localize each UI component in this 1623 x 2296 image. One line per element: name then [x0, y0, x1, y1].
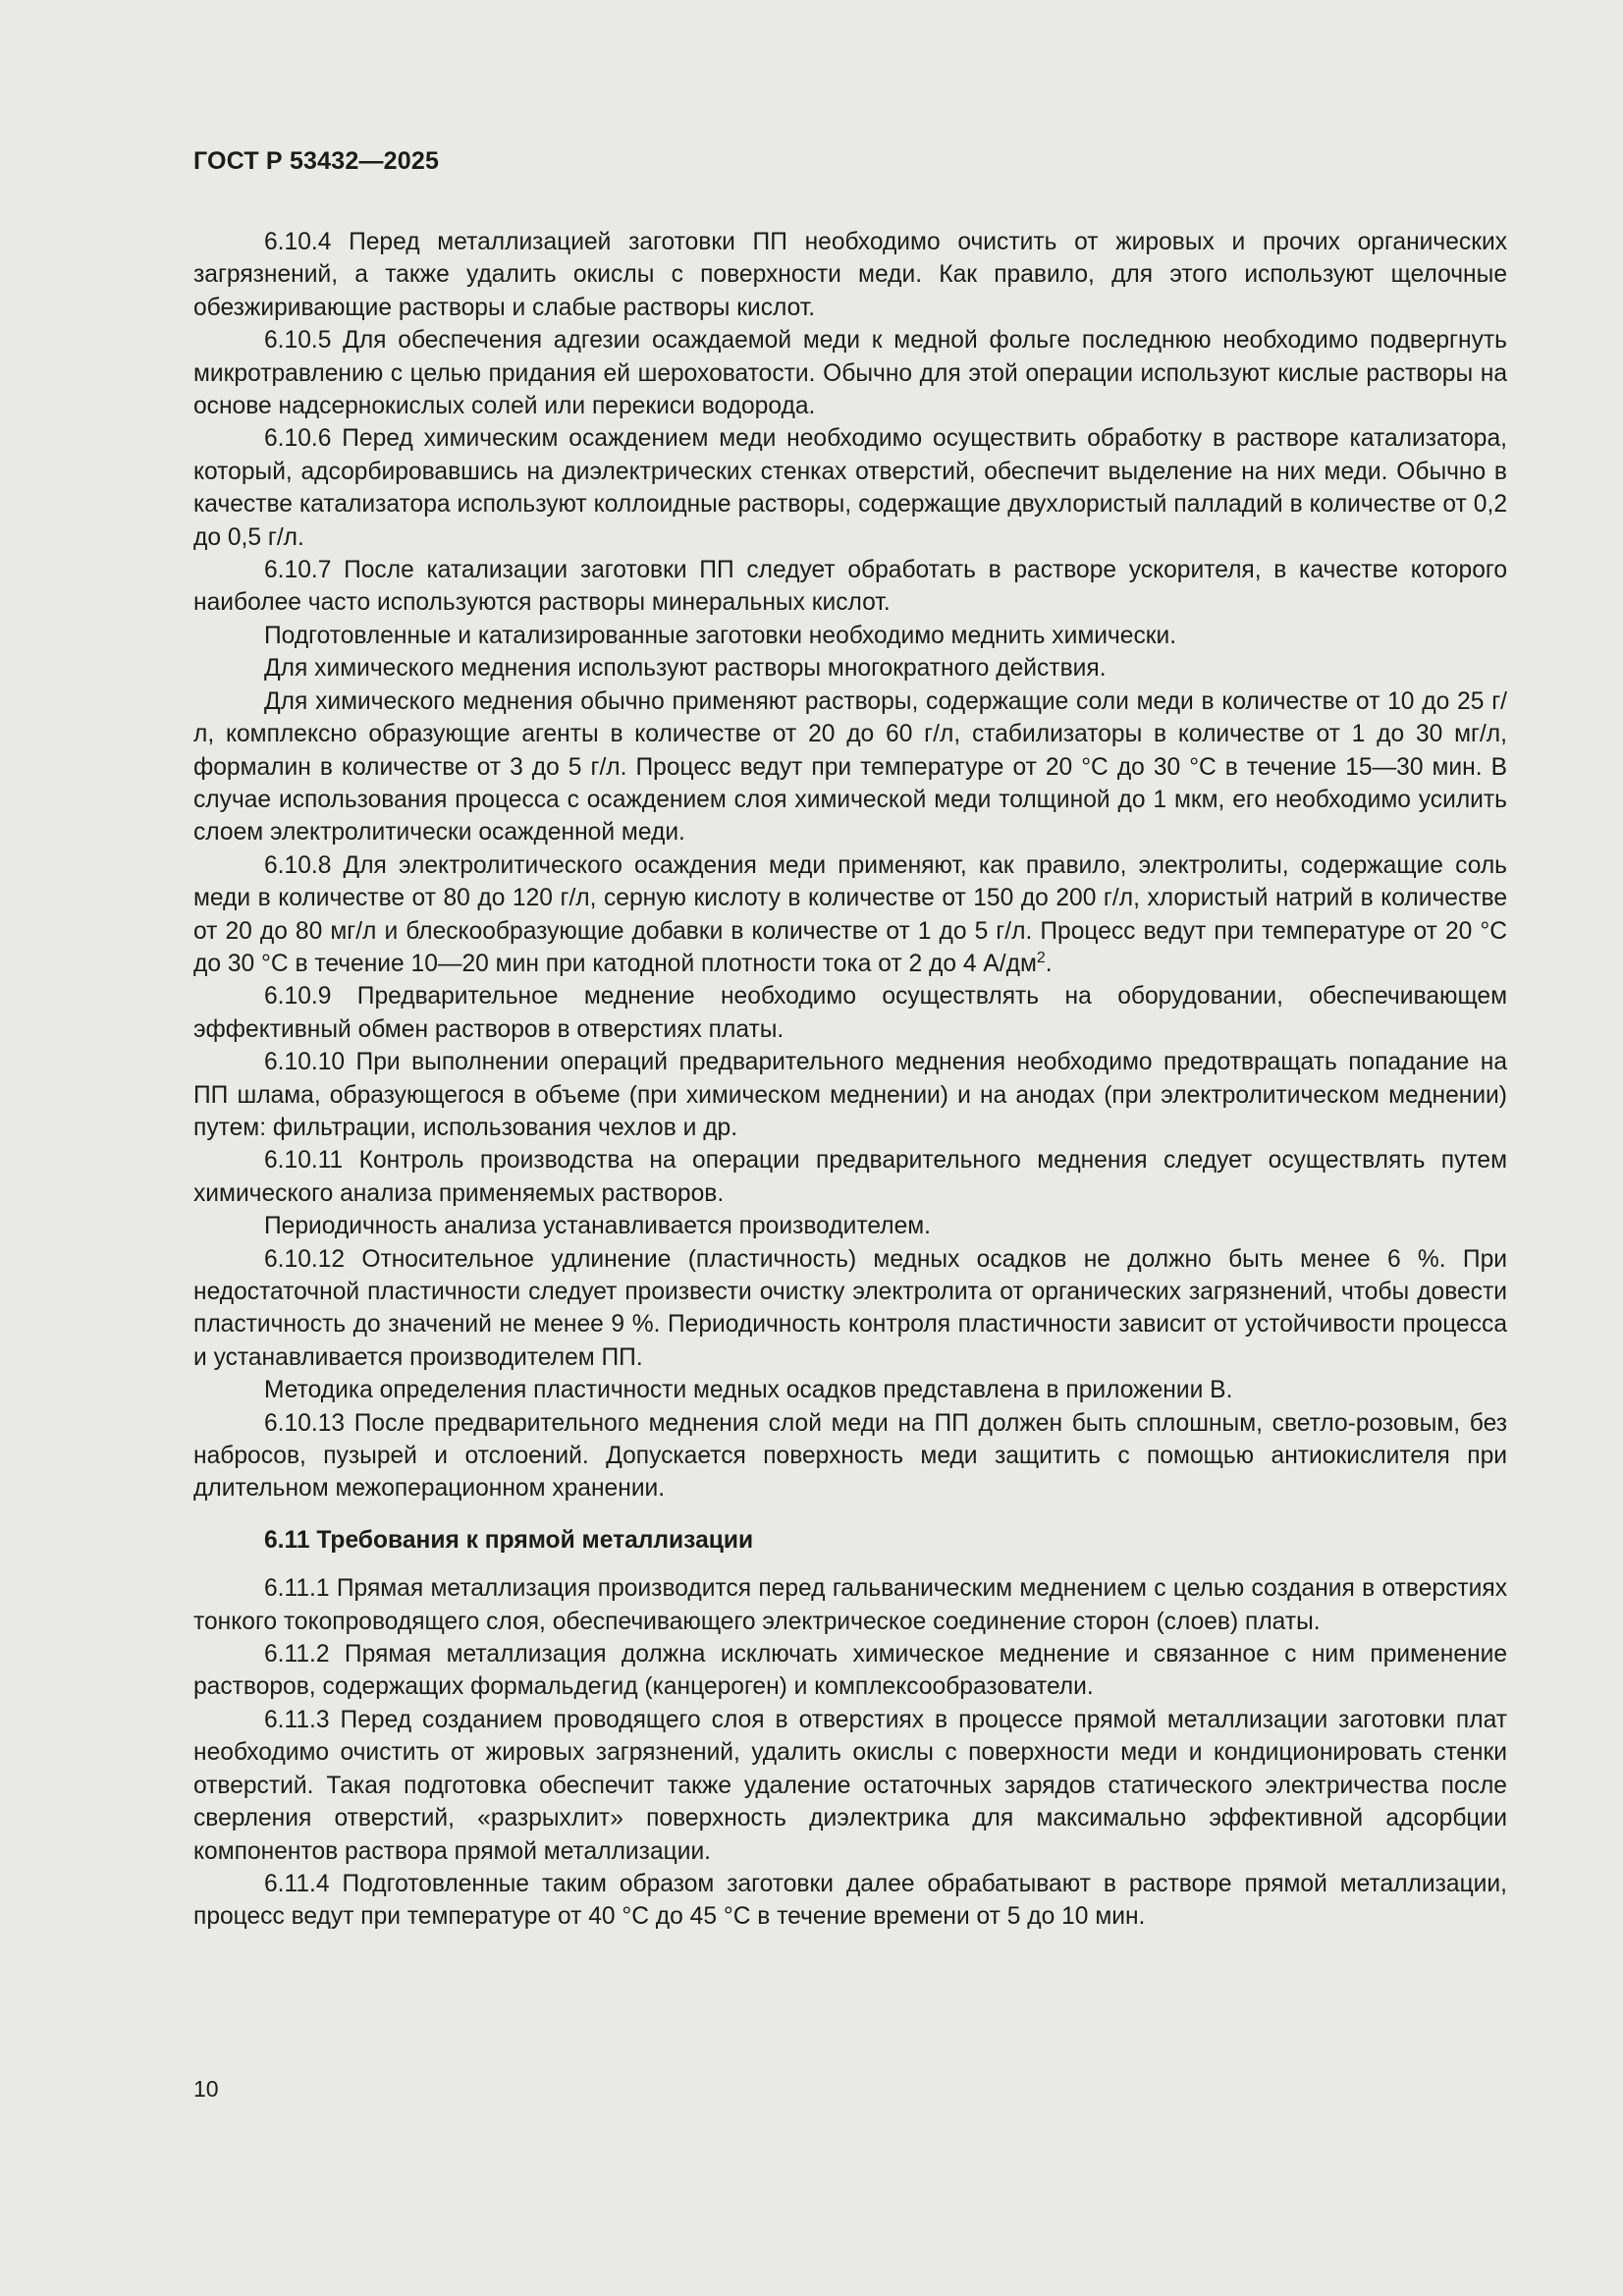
- paragraph-6-10-13: 6.10.13 После предварительного меднения слой меди на ПП должен быть сплошным, светло-розовым, без набросов, пузырей и отслоений. Допускается поверхность меди защитить с помощью антиокислителя при длительном межоперационном хранении.: [193, 1409, 1507, 1503]
- paragraph-method-reference: Методика определения пластичности медных осадков представлена в приложении В.: [264, 1377, 1233, 1404]
- paragraph-6-10-4: 6.10.4 Перед металлизацией заготовки ПП необходимо очистить от жировых и прочих органических загрязнений, а также удалить окислы с поверхности меди. Как правило, для этого используют щелочные обезжиривающие растворы и слабые растворы кислот.: [193, 229, 1507, 321]
- paragraph-6-10-7: 6.10.7 После катализации заготовки ПП следует обработать в растворе ускорителя, в качестве которого наиболее часто используются растворы минеральных кислот.: [193, 557, 1507, 617]
- document-body: [193, 226, 1507, 1934]
- paragraph-6-10-8-tail: .: [1045, 950, 1053, 977]
- paragraph-6-10-6: 6.10.6 Перед химическим осаждением меди необходимо осуществить обработку в растворе катализатора, который, адсорбировавшись на диэлектрических стенках отверстий, обеспечит выделение на них меди. Обычно в качестве катализатора используют коллоидные растворы, содержащие двухлористый палладий в количестве от 0,2 до 0,5 г/л.: [193, 425, 1507, 551]
- paragraph-6-10-9: 6.10.9 Предварительное меднение необходимо осуществлять на оборудовании, обеспечивающем эффективный обмен растворов в отверстиях платы.: [193, 983, 1507, 1043]
- page-number: 10: [193, 2076, 219, 2102]
- paragraph-6-10-11: 6.10.11 Контроль производства на операции предварительного меднения следует осуществлять путем химического анализа применяемых растворов.: [193, 1147, 1507, 1207]
- paragraph-6-10-8: [193, 849, 1507, 981]
- paragraph-multi-use-solutions: Для химического меднения используют растворы многократного действия.: [264, 655, 1107, 683]
- paragraph-6-11-1: 6.11.1 Прямая металлизация производится перед гальваническим меднением с целью создания в отверстиях тонкого токопроводящего слоя, обеспечивающего электрическое соединение сторон (слоев) платы.: [193, 1575, 1507, 1635]
- paragraph-6-11-2: 6.11.2 Прямая металлизация должна исключать химическое меднение и связанное с ним применение растворов, содержащих формальдегид (канцероген) и комплексообразователи.: [193, 1641, 1507, 1701]
- paragraph-6-10-10: 6.10.10 При выполнении операций предварительного меднения необходимо предотвращать попадание на ПП шлама, образующегося в объеме (при химическом меднении) и на анодах (при электролитическом меднении) путем: фильтрации, использования чехлов и др.: [193, 1049, 1507, 1141]
- paragraph-6-11-3: 6.11.3 Перед созданием проводящего слоя в отверстиях в процессе прямой металлизации заготовки плат необходимо очистить от жировых загрязнений, удалить окислы с поверхности меди и кондиционировать стенки отверстий. Такая подготовка обеспечит также удаление остаточных зарядов статического электричества после сверления отверстий, «разрыхлит» поверхность диэлектрика для максимально эффективной адсорбции компонентов раствора прямой металлизации.: [193, 1706, 1507, 1865]
- section-heading-6-11: 6.11 Требования к прямой металлизации: [264, 1526, 754, 1554]
- paragraph-6-10-5: 6.10.5 Для обеспечения адгезии осаждаемой меди к медной фольге последнюю необходимо подвергнуть микротравлению с целью придания ей шероховатости. Обычно для этой операции используют кислые растворы на основе надсернокислых солей или перекиси водорода.: [193, 327, 1507, 420]
- paragraph-6-10-8-text: 6.10.8 Для электролитического осаждения меди применяют, как правило, электролиты, содержащие соль меди в количестве от 80 до 120 г/л, серную кислоту в количестве от 150 до 200 г/л, хлористый натрий в количестве от 20 до 80 мг/л и блескообразующие добавки в количестве от 1 до 5 г/л. Процесс ведут при температуре от 20 °С до 30 °С в течение 10—20 мин при катодной плотности тока от 2 до 4 А/дм: [193, 851, 1507, 977]
- paragraph-analysis-frequency: Периодичность анализа устанавливается производителем.: [264, 1213, 932, 1240]
- document-header: ГОСТ Р 53432—2025: [193, 147, 440, 175]
- superscript-2: 2: [1036, 949, 1046, 966]
- paragraph-prepared-blanks: Подготовленные и катализированные заготовки необходимо меднить химически.: [264, 622, 1177, 649]
- paragraph-chemical-plating-solutions: Для химического меднения обычно применяют растворы, содержащие соли меди в количестве от 10 до 25 г/л, комплексно образующие агенты в количестве от 20 до 60 г/л, стабилизаторы в количестве от 1 до 30 мг/л, формалин в количестве от 3 до 5 г/л. Процесс ведут при температуре от 20 °С до 30 °С в течение 15—30 мин. В случае использования процесса с осаждением слоя химической меди толщиной до 1 мкм, его необходимо усилить слоем электролитически осажденной меди.: [193, 687, 1507, 847]
- paragraph-6-10-12: 6.10.12 Относительное удлинение (пластичность) медных осадков не должно быть менее 6 %. При недостаточной пластичности следует произвести очистку электролита от органических загрязнений, чтобы довести пластичность до значений не менее 9 %. Периодичность контроля пластичности зависит от устойчивости процесса и устанавливается производителем ПП.: [193, 1245, 1507, 1371]
- paragraph-6-11-4: 6.11.4 Подготовленные таким образом заготовки далее обрабатывают в растворе прямой металлизации, процесс ведут при температуре от 40 °С до 45 °С в течение времени от 5 до 10 мин.: [193, 1870, 1507, 1931]
